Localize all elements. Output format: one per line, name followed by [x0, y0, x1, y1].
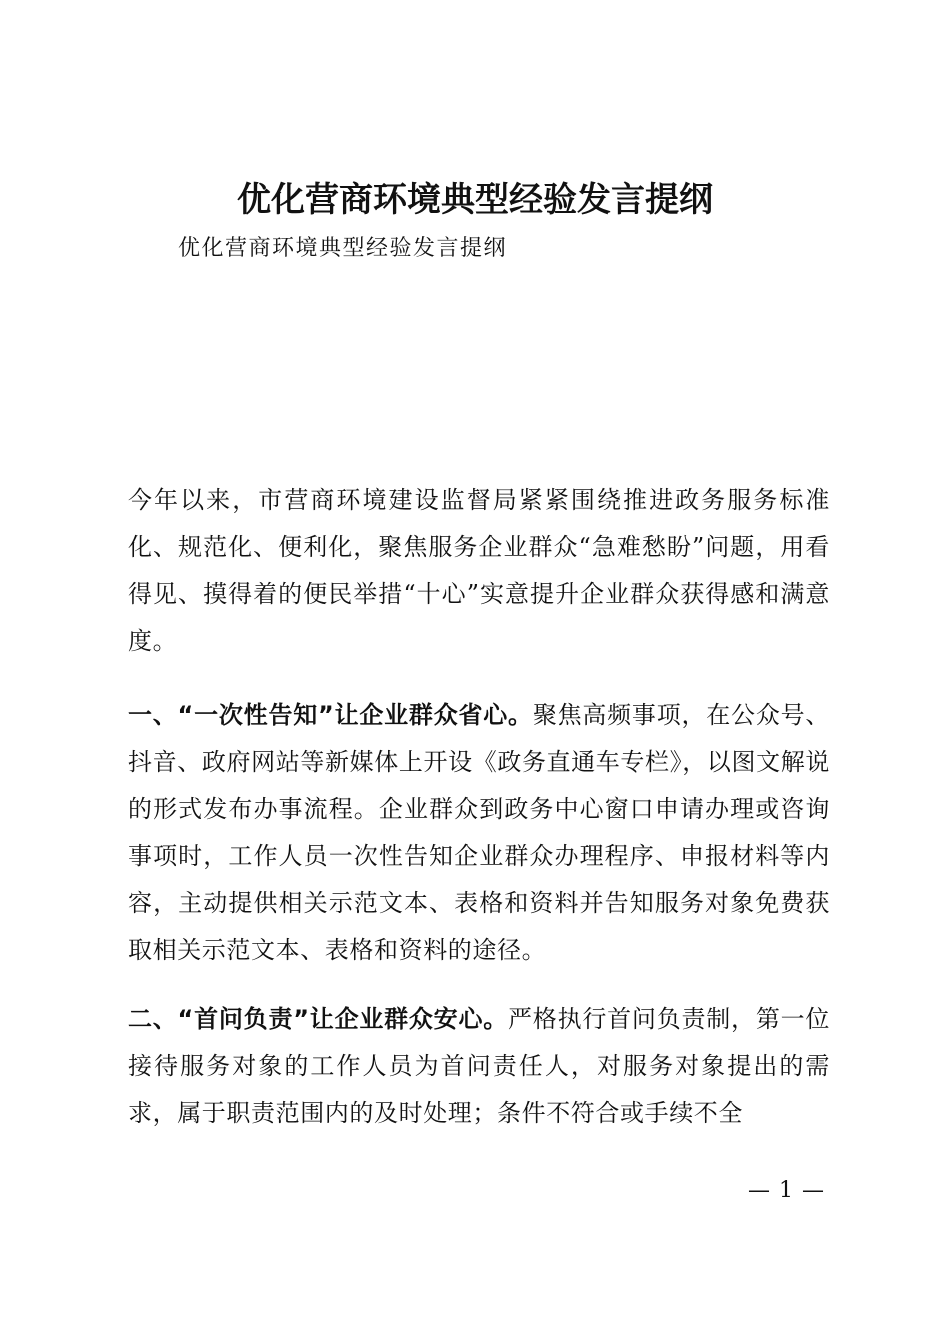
- section-two-paragraph: [128, 996, 830, 1137]
- section-one-heading: 一、“一次性告知”让企业群众省心。: [128, 701, 533, 729]
- document-subtitle: 优化营商环境典型经验发言提纲: [178, 236, 508, 261]
- intro-paragraph: 今年以来，市营商环境建设监督局紧紧围绕推进政务服务标准化、规范化、便利化，聚焦服务企业群众“急难愁盼”问题，用看得见、摸得着的便民举措“十心”实意提升企业群众获得感和满意度。: [128, 486, 830, 655]
- section-two-body: 严格执行首问负责制，第一位接待服务对象的工作人员为首问责任人，对服务对象提出的需求，属于职责范围内的及时处理；条件不符合或手续不全: [128, 1005, 830, 1127]
- document-title: 优化营商环境典型经验发言提纲: [237, 180, 713, 220]
- section-one-paragraph: [128, 692, 830, 974]
- section-two-heading: 二、“首问负责”让企业群众安心。: [128, 1005, 509, 1033]
- section-one-body: 聚焦高频事项，在公众号、抖音、政府网站等新媒体上开设《政务直通车专栏》，以图文解说的形式发布办事流程。企业群众到政务中心窗口申请办理或咨询事项时，工作人员一次性告知企业群众办理程序、申报材料等内容，主动提供相关示范文本、表格和资料并告知服务对象免费获取相关示范文本、表格和资料的途径。: [128, 701, 830, 964]
- page-number: — 1 —: [748, 1178, 825, 1203]
